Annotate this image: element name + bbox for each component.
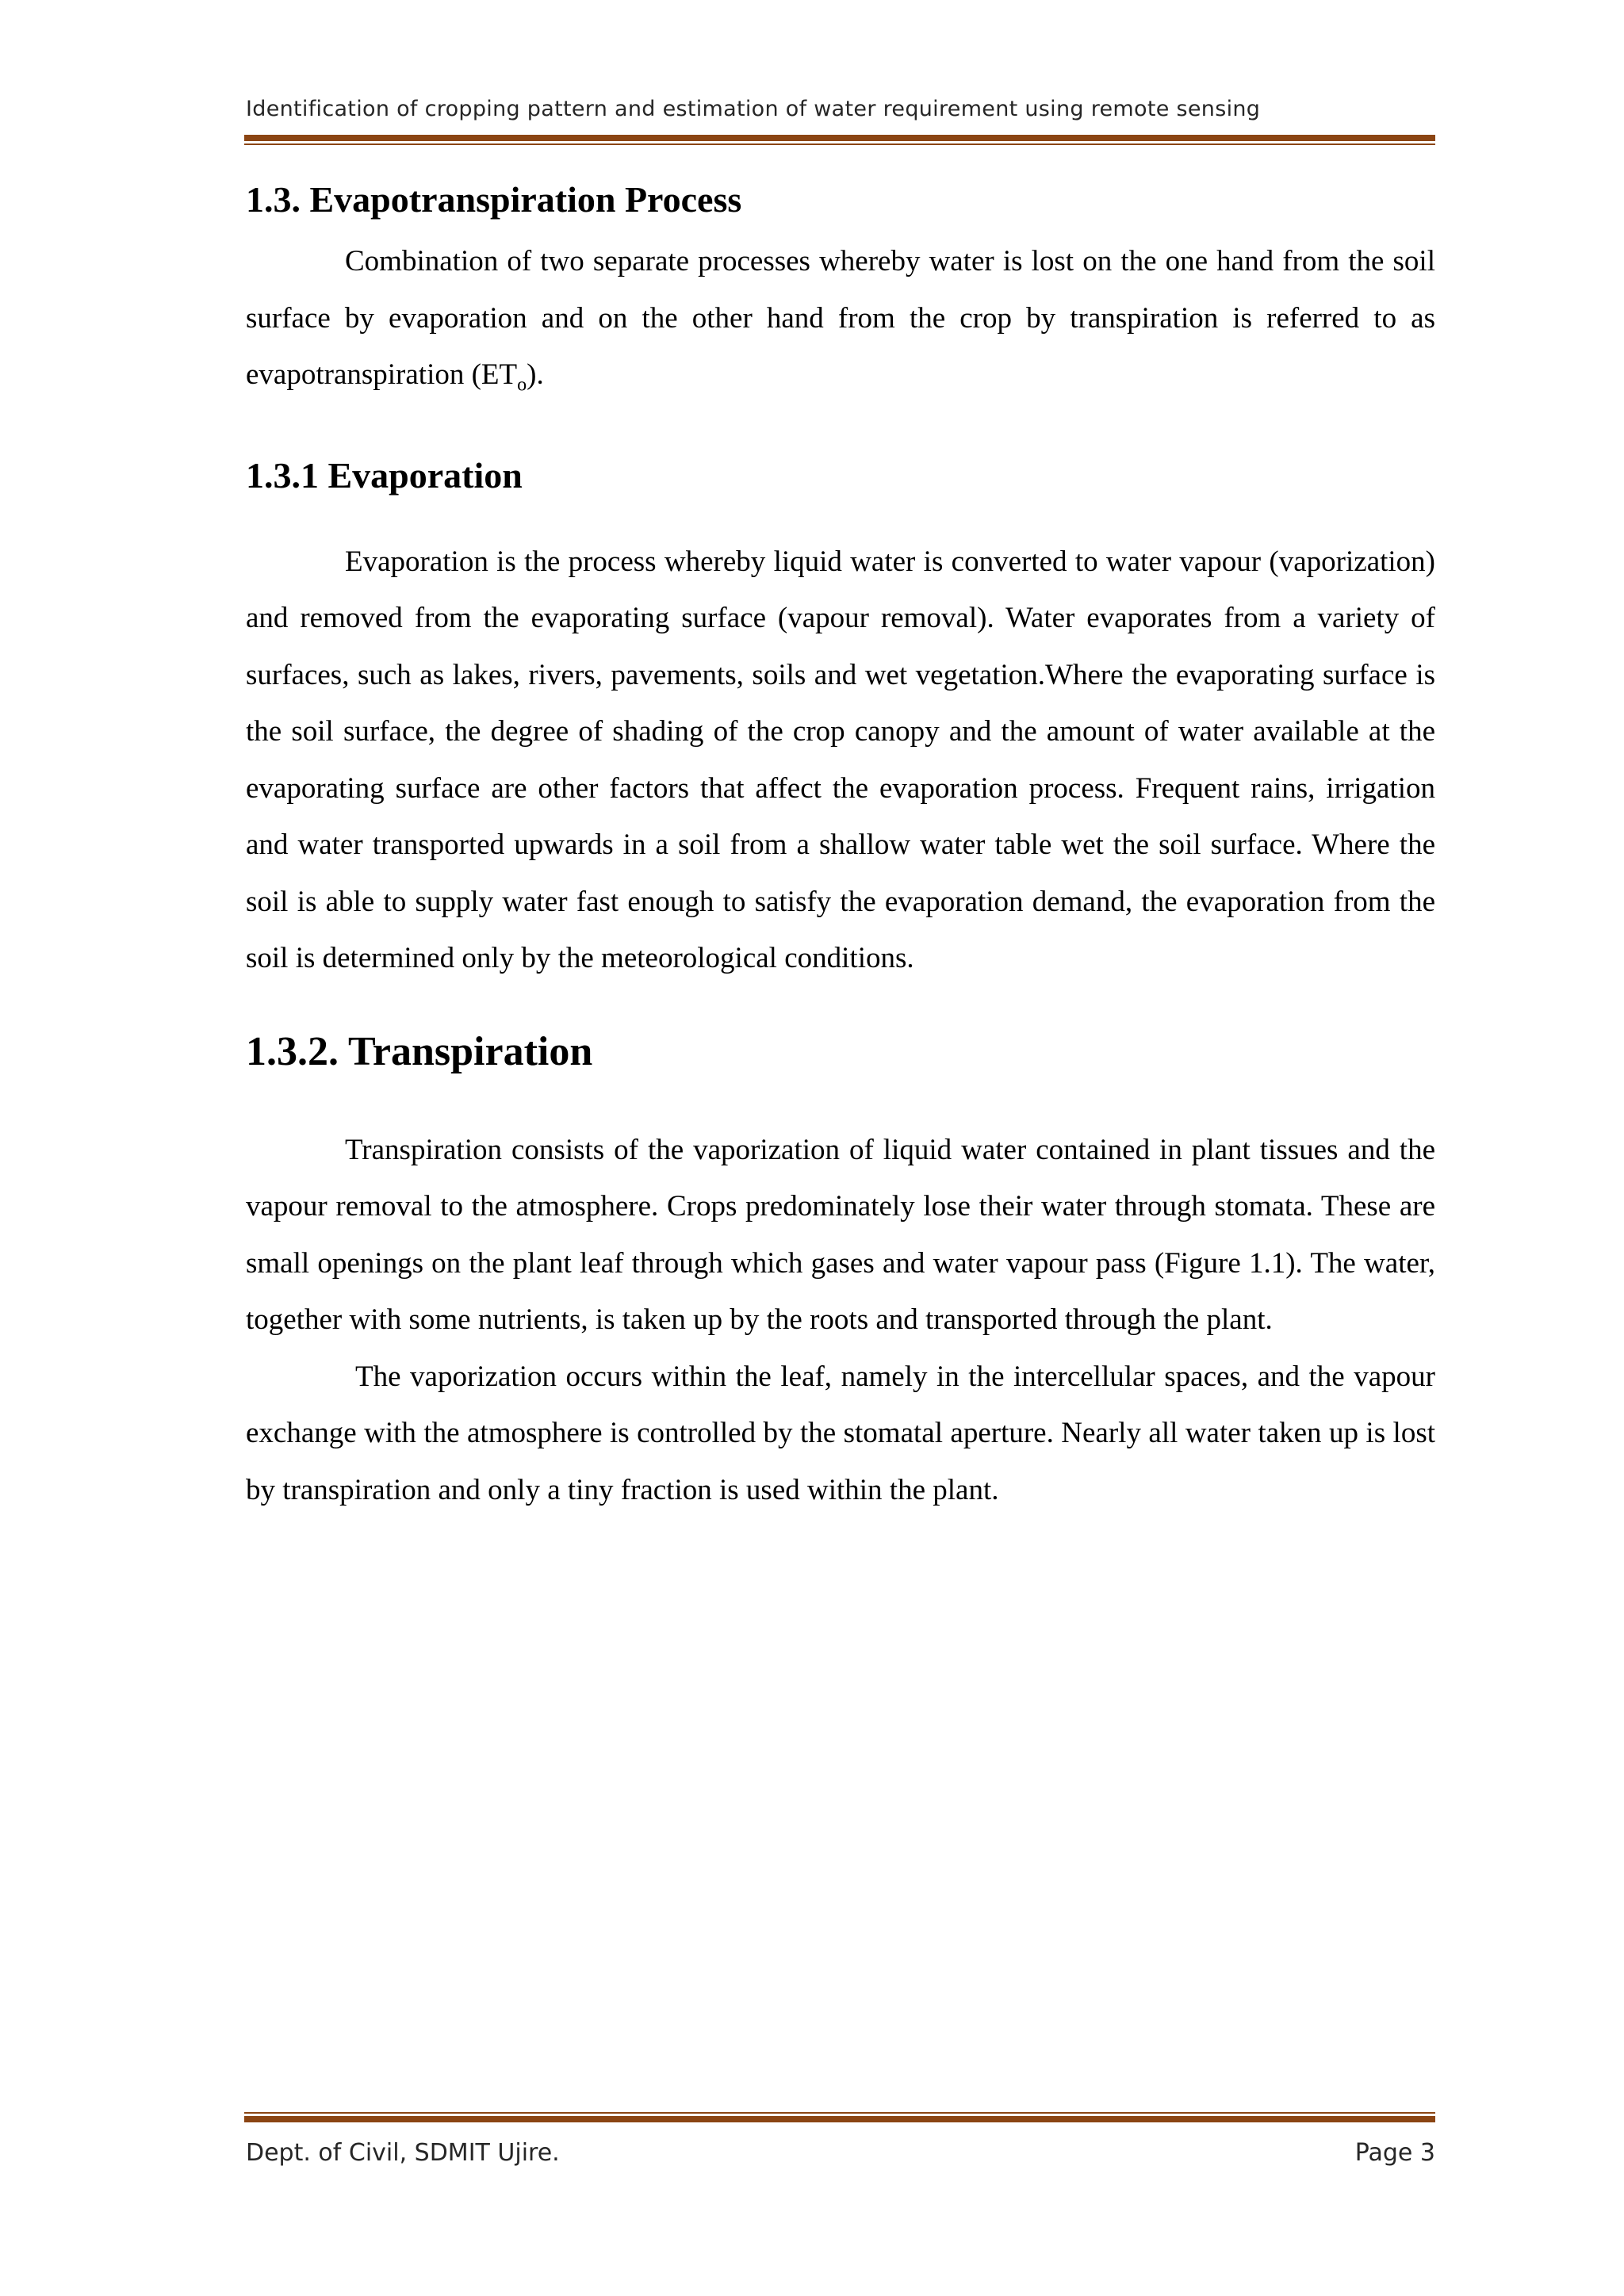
paragraph-transpiration-2: The vaporization occurs within the leaf, namely in the intercellular spaces, and the vapour exchange with the atmosphere is controlled by the stomatal aperture. Nearly all water taken up is lost by transpiration and only a tiny fraction is used within the plant. [246, 1360, 1435, 1506]
header-rule-thin [244, 144, 1435, 145]
section-heading-evapotranspiration: 1.3. Evapotranspiration Process [246, 179, 742, 220]
paragraph-evaporation: Evaporation is the process whereby liquid water is converted to water vapour (vaporization) and removed from the evaporating surface (vapour removal). Water evaporates from a variety of surfaces, such as lakes, rivers, pavements, soils and wet vegetation.Where the evaporating surface is the soil surface, the degree of shading of the crop canopy and the amount of water available at the evaporating surface are other factors that affect the evaporation process. Frequent rains, irrigation and water transported upwards in a soil from a shallow water table wet the soil surface. Where the soil is able to supply water fast enough to satisfy the evaporation demand, the evaporation from the soil is determined only by the meteorological conditions. [246, 545, 1435, 975]
footer-rule-thick [244, 2116, 1435, 2122]
header-rule [244, 135, 1435, 145]
page-number: Page 3 [1354, 2139, 1435, 2167]
section-heading-evaporation: 1.3.1 Evaporation [246, 454, 523, 496]
paragraph-evapotranspiration-text: Combination of two separate processes whereby water is lost on the one hand from the soil surface by evaporation and on the other hand from the crop by transpiration is referred to as evapotranspiration (ET [246, 245, 1435, 391]
page-body [246, 176, 1435, 1518]
header-rule-thick [244, 135, 1435, 141]
footer-department: Dept. of Civil, SDMIT Ujire. [246, 2139, 560, 2167]
paragraph-evapotranspiration-end: ). [527, 358, 544, 391]
paragraph-transpiration-1: Transpiration consists of the vaporization of liquid water contained in plant tissues and the vapour removal to the atmosphere. Crops predominately lose their water through stomata. These are small openings on the plant leaf through which gases and water vapour pass (Figure 1.1). The water, together with some nutrients, is taken up by the roots and transported through the plant. [246, 1133, 1435, 1337]
running-header: Identification of cropping pattern and estimation of water requirement using remote sensing [246, 97, 1261, 121]
section-heading-transpiration: 1.3.2. Transpiration [246, 1028, 593, 1074]
paragraph-evapotranspiration [246, 233, 1435, 414]
footer-rule [244, 2112, 1435, 2122]
footer-rule-thin [244, 2112, 1435, 2114]
et-subscript: o [517, 374, 527, 396]
